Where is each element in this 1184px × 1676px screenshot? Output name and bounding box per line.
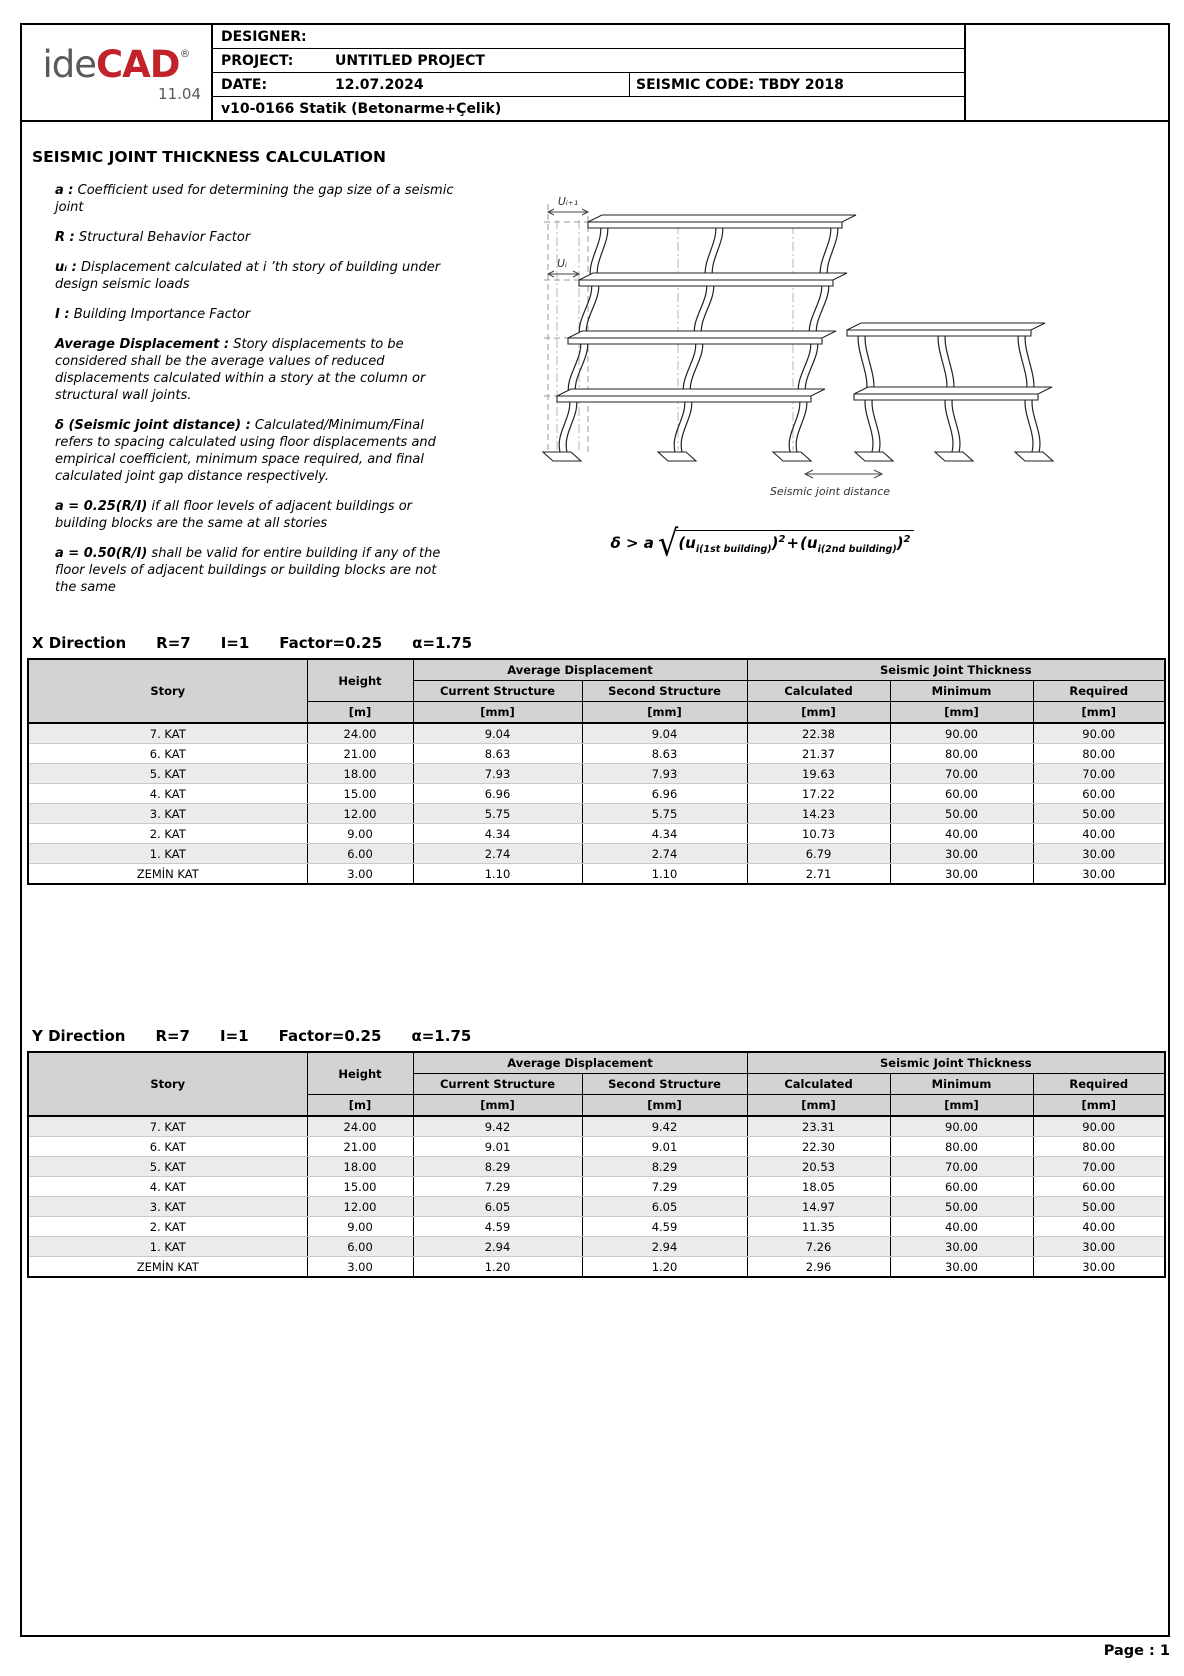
unit-m: [m] <box>307 702 413 724</box>
value-cell: 7.93 <box>582 764 747 784</box>
unit-mm: [mm] <box>747 702 890 724</box>
value-cell: 21.00 <box>307 744 413 764</box>
value-cell: 9.00 <box>307 1217 413 1237</box>
value-cell: 4.59 <box>413 1217 582 1237</box>
definition-i: I : Building Importance Factor <box>55 307 251 322</box>
value-cell: 50.00 <box>890 804 1033 824</box>
value-cell: 6.00 <box>307 844 413 864</box>
value-cell: 30.00 <box>1033 1237 1165 1257</box>
project-value: UNTITLED PROJECT <box>335 52 485 69</box>
left-building <box>543 215 856 461</box>
required-header: Required <box>1033 1074 1165 1095</box>
value-cell: 11.35 <box>747 1217 890 1237</box>
table-row <box>28 1257 1165 1278</box>
value-cell: 12.00 <box>307 1197 413 1217</box>
value-cell: 18.05 <box>747 1177 890 1197</box>
value-cell: 4.59 <box>582 1217 747 1237</box>
unit-mm: [mm] <box>413 1095 582 1117</box>
value-cell: 90.00 <box>1033 723 1165 744</box>
unit-m: [m] <box>307 1095 413 1117</box>
calculated-header: Calculated <box>747 1074 890 1095</box>
story-cell: 7. KAT <box>28 1116 307 1137</box>
value-cell: 4.34 <box>413 824 582 844</box>
table-row <box>28 1237 1165 1257</box>
value-cell: 10.73 <box>747 824 890 844</box>
story-cell: 2. KAT <box>28 1217 307 1237</box>
seismic-joint-thickness-header: Seismic Joint Thickness <box>747 1052 1165 1074</box>
value-cell: 6.96 <box>413 784 582 804</box>
table-row <box>28 1116 1165 1137</box>
avg-displacement-header: Average Displacement <box>413 1052 747 1074</box>
table-row <box>28 1157 1165 1177</box>
definition-r: R : Structural Behavior Factor <box>55 230 251 245</box>
value-cell: 2.74 <box>413 844 582 864</box>
y-direction-table <box>27 1051 1166 1278</box>
story-cell: 3. KAT <box>28 1197 307 1217</box>
value-cell: 50.00 <box>1033 1197 1165 1217</box>
story-cell: 7. KAT <box>28 723 307 744</box>
value-cell: 9.42 <box>582 1116 747 1137</box>
x-table-body <box>28 723 1165 884</box>
story-header: Story <box>28 659 307 723</box>
deformed-buildings-diagram <box>500 180 1065 514</box>
value-cell: 24.00 <box>307 723 413 744</box>
value-cell: 9.42 <box>413 1116 582 1137</box>
software-version-row <box>213 97 964 120</box>
minimum-header: Minimum <box>890 681 1033 702</box>
definition-a-025: a = 0.25(R/I) if all floor levels of adjacent buildings or building blocks are the same at all stories <box>55 499 413 531</box>
second-structure-header: Second Structure <box>582 1074 747 1095</box>
definitions-block <box>55 182 459 609</box>
unit-mm: [mm] <box>1033 702 1165 724</box>
value-cell: 80.00 <box>1033 744 1165 764</box>
value-cell: 50.00 <box>890 1197 1033 1217</box>
table-row <box>28 824 1165 844</box>
value-cell: 90.00 <box>890 723 1033 744</box>
story-cell: 5. KAT <box>28 764 307 784</box>
table-row <box>28 784 1165 804</box>
displacement-arrows <box>548 195 588 277</box>
y-direction-heading <box>32 1027 471 1045</box>
value-cell: 2.94 <box>413 1237 582 1257</box>
table-row <box>28 764 1165 784</box>
value-cell: 6.96 <box>582 784 747 804</box>
value-cell: 30.00 <box>890 864 1033 885</box>
date-value: 12.07.2024 <box>335 76 424 93</box>
value-cell: 40.00 <box>890 1217 1033 1237</box>
value-cell: 40.00 <box>890 824 1033 844</box>
value-cell: 15.00 <box>307 784 413 804</box>
story-cell: 4. KAT <box>28 784 307 804</box>
value-cell: 90.00 <box>890 1116 1033 1137</box>
seismic-code-cell: SEISMIC CODE: TBDY 2018 <box>629 73 964 96</box>
right-building <box>847 323 1053 461</box>
value-cell: 70.00 <box>1033 764 1165 784</box>
calculated-header: Calculated <box>747 681 890 702</box>
value-cell: 24.00 <box>307 1116 413 1137</box>
unit-mm: [mm] <box>582 702 747 724</box>
value-cell: 60.00 <box>1033 1177 1165 1197</box>
value-cell: 9.01 <box>582 1137 747 1157</box>
value-cell: 4.34 <box>582 824 747 844</box>
table-row <box>28 723 1165 744</box>
value-cell: 2.94 <box>582 1237 747 1257</box>
value-cell: 5.75 <box>582 804 747 824</box>
y-table-header <box>28 1052 1165 1116</box>
x-r-value: R=7 <box>156 634 191 652</box>
value-cell: 14.23 <box>747 804 890 824</box>
value-cell: 6.05 <box>582 1197 747 1217</box>
project-label: PROJECT: <box>221 52 294 69</box>
logo-ide-text: ide <box>42 42 96 86</box>
height-header: Height <box>307 1052 413 1095</box>
idecad-logo <box>22 25 213 120</box>
story-cell: 3. KAT <box>28 804 307 824</box>
value-cell: 40.00 <box>1033 824 1165 844</box>
x-direction-heading <box>32 634 472 652</box>
unit-mm: [mm] <box>890 1095 1033 1117</box>
value-cell: 80.00 <box>890 1137 1033 1157</box>
software-version: v10-0166 Statik (Betonarme+Çelik) <box>221 100 502 117</box>
unit-mm: [mm] <box>413 702 582 724</box>
definition-a-050: a = 0.50(R/I) shall be valid for entire building if any of the floor levels of adjacent buildings or building blocks are not the same <box>55 546 441 595</box>
value-cell: 8.29 <box>413 1157 582 1177</box>
x-table-header <box>28 659 1165 723</box>
value-cell: 18.00 <box>307 764 413 784</box>
value-cell: 80.00 <box>890 744 1033 764</box>
value-cell: 2.96 <box>747 1257 890 1278</box>
date-label: DATE: <box>221 76 268 93</box>
value-cell: 21.00 <box>307 1137 413 1157</box>
current-structure-header: Current Structure <box>413 1074 582 1095</box>
x-direction-label: X Direction <box>32 634 127 652</box>
table-row <box>28 1177 1165 1197</box>
page-title: SEISMIC JOINT THICKNESS CALCULATION <box>32 148 386 166</box>
table-row <box>28 804 1165 824</box>
table-row <box>28 1197 1165 1217</box>
value-cell: 2.71 <box>747 864 890 885</box>
value-cell: 19.63 <box>747 764 890 784</box>
value-cell: 14.97 <box>747 1197 890 1217</box>
project-row <box>213 49 964 73</box>
value-cell: 12.00 <box>307 804 413 824</box>
story-cell: 6. KAT <box>28 744 307 764</box>
story-cell: 4. KAT <box>28 1177 307 1197</box>
x-direction-table <box>27 658 1166 885</box>
value-cell: 30.00 <box>890 844 1033 864</box>
unit-mm: [mm] <box>582 1095 747 1117</box>
formula-lhs: δ > a <box>610 533 654 552</box>
value-cell: 8.29 <box>582 1157 747 1177</box>
ui-plus-1-label: Uᵢ₊₁ <box>557 195 579 208</box>
story-cell: 1. KAT <box>28 844 307 864</box>
current-structure-header: Current Structure <box>413 681 582 702</box>
value-cell: 40.00 <box>1033 1217 1165 1237</box>
unit-mm: [mm] <box>747 1095 890 1117</box>
value-cell: 60.00 <box>890 1177 1033 1197</box>
story-cell: 5. KAT <box>28 1157 307 1177</box>
value-cell: 90.00 <box>1033 1116 1165 1137</box>
definition-delta: δ (Seismic joint distance) : Calculated/Minimum/Final refers to spacing calculated using floor displacements and empirical coefficient, minimum space required, and final calculated joint gap distance respectively. <box>55 418 436 484</box>
value-cell: 5.75 <box>413 804 582 824</box>
value-cell: 6.79 <box>747 844 890 864</box>
value-cell: 7.26 <box>747 1237 890 1257</box>
x-alpha-value: α=1.75 <box>412 634 473 652</box>
value-cell: 7.29 <box>413 1177 582 1197</box>
unit-mm: [mm] <box>890 702 1033 724</box>
required-header: Required <box>1033 681 1165 702</box>
value-cell: 70.00 <box>890 764 1033 784</box>
value-cell: 15.00 <box>307 1177 413 1197</box>
value-cell: 21.37 <box>747 744 890 764</box>
story-cell: 2. KAT <box>28 824 307 844</box>
y-direction-label: Y Direction <box>32 1027 126 1045</box>
y-r-value: R=7 <box>155 1027 190 1045</box>
registered-mark: ® <box>179 46 191 60</box>
value-cell: 70.00 <box>1033 1157 1165 1177</box>
report-header <box>20 23 1170 122</box>
table-row <box>28 844 1165 864</box>
value-cell: 17.22 <box>747 784 890 804</box>
value-cell: 8.63 <box>582 744 747 764</box>
logo-text <box>32 42 201 86</box>
value-cell: 7.29 <box>582 1177 747 1197</box>
y-factor-value: Factor=0.25 <box>278 1027 382 1045</box>
value-cell: 9.04 <box>413 723 582 744</box>
radical-sign: √ <box>657 521 679 564</box>
value-cell: 9.01 <box>413 1137 582 1157</box>
formula-radicand: $(u_{i(1st building)})^2+(u_{i(2nd building)})^2$ <box>676 530 913 555</box>
value-cell: 3.00 <box>307 864 413 885</box>
value-cell: 1.10 <box>413 864 582 885</box>
value-cell: 60.00 <box>890 784 1033 804</box>
value-cell: 1.10 <box>582 864 747 885</box>
value-cell: 50.00 <box>1033 804 1165 824</box>
header-fields <box>213 25 966 120</box>
second-structure-header: Second Structure <box>582 681 747 702</box>
value-cell: 1.20 <box>582 1257 747 1278</box>
minimum-header: Minimum <box>890 1074 1033 1095</box>
value-cell: 6.00 <box>307 1237 413 1257</box>
y-i-value: I=1 <box>220 1027 249 1045</box>
value-cell: 30.00 <box>890 1237 1033 1257</box>
logo-version: 11.04 <box>158 84 201 103</box>
story-cell: 6. KAT <box>28 1137 307 1157</box>
definition-average-displacement: Average Displacement : Story displacements to be considered shall be the average values of reduced displacements calculated within a story at the column or structural wall joints. <box>55 337 426 403</box>
date-row <box>213 73 964 97</box>
value-cell: 70.00 <box>890 1157 1033 1177</box>
designer-row <box>213 25 964 49</box>
seismic-joint-formula <box>582 521 942 564</box>
x-factor-value: Factor=0.25 <box>279 634 383 652</box>
report-body <box>20 122 1170 1637</box>
value-cell: 30.00 <box>1033 844 1165 864</box>
table-row <box>28 1217 1165 1237</box>
value-cell: 6.05 <box>413 1197 582 1217</box>
story-cell: ZEMİN KAT <box>28 864 307 885</box>
header-empty-cell <box>966 25 1168 120</box>
designer-label: DESIGNER: <box>221 28 307 45</box>
y-table-body <box>28 1116 1165 1277</box>
value-cell: 22.38 <box>747 723 890 744</box>
definition-a: a : Coefficient used for determining the gap size of a seismic joint <box>55 183 454 215</box>
value-cell: 7.93 <box>413 764 582 784</box>
value-cell: 80.00 <box>1033 1137 1165 1157</box>
joint-distance-annotation <box>770 470 890 498</box>
value-cell: 60.00 <box>1033 784 1165 804</box>
value-cell: 20.53 <box>747 1157 890 1177</box>
value-cell: 30.00 <box>1033 864 1165 885</box>
x-i-value: I=1 <box>220 634 250 652</box>
value-cell: 9.00 <box>307 824 413 844</box>
ui-label: Uᵢ <box>556 257 568 270</box>
date-cell <box>213 73 629 96</box>
table-row <box>28 864 1165 885</box>
table-row <box>28 1137 1165 1157</box>
unit-mm: [mm] <box>1033 1095 1165 1117</box>
joint-distance-caption: Seismic joint distance <box>769 485 891 498</box>
seismic-joint-thickness-header: Seismic Joint Thickness <box>747 659 1165 681</box>
value-cell: 2.74 <box>582 844 747 864</box>
definition-ui: uᵢ : Displacement calculated at i ’th story of building under design seismic loads <box>55 260 441 292</box>
y-alpha-value: α=1.75 <box>411 1027 472 1045</box>
logo-cad-text: CAD <box>96 42 180 86</box>
value-cell: 3.00 <box>307 1257 413 1278</box>
story-header: Story <box>28 1052 307 1116</box>
value-cell: 30.00 <box>1033 1257 1165 1278</box>
height-header: Height <box>307 659 413 702</box>
value-cell: 23.31 <box>747 1116 890 1137</box>
avg-displacement-header: Average Displacement <box>413 659 747 681</box>
value-cell: 18.00 <box>307 1157 413 1177</box>
value-cell: 8.63 <box>413 744 582 764</box>
story-cell: 1. KAT <box>28 1237 307 1257</box>
value-cell: 1.20 <box>413 1257 582 1278</box>
value-cell: 30.00 <box>890 1257 1033 1278</box>
value-cell: 9.04 <box>582 723 747 744</box>
value-cell: 22.30 <box>747 1137 890 1157</box>
table-row <box>28 744 1165 764</box>
story-cell: ZEMİN KAT <box>28 1257 307 1278</box>
page-number: Page : 1 <box>1103 1643 1170 1659</box>
ghost-reference-lines <box>544 204 793 452</box>
